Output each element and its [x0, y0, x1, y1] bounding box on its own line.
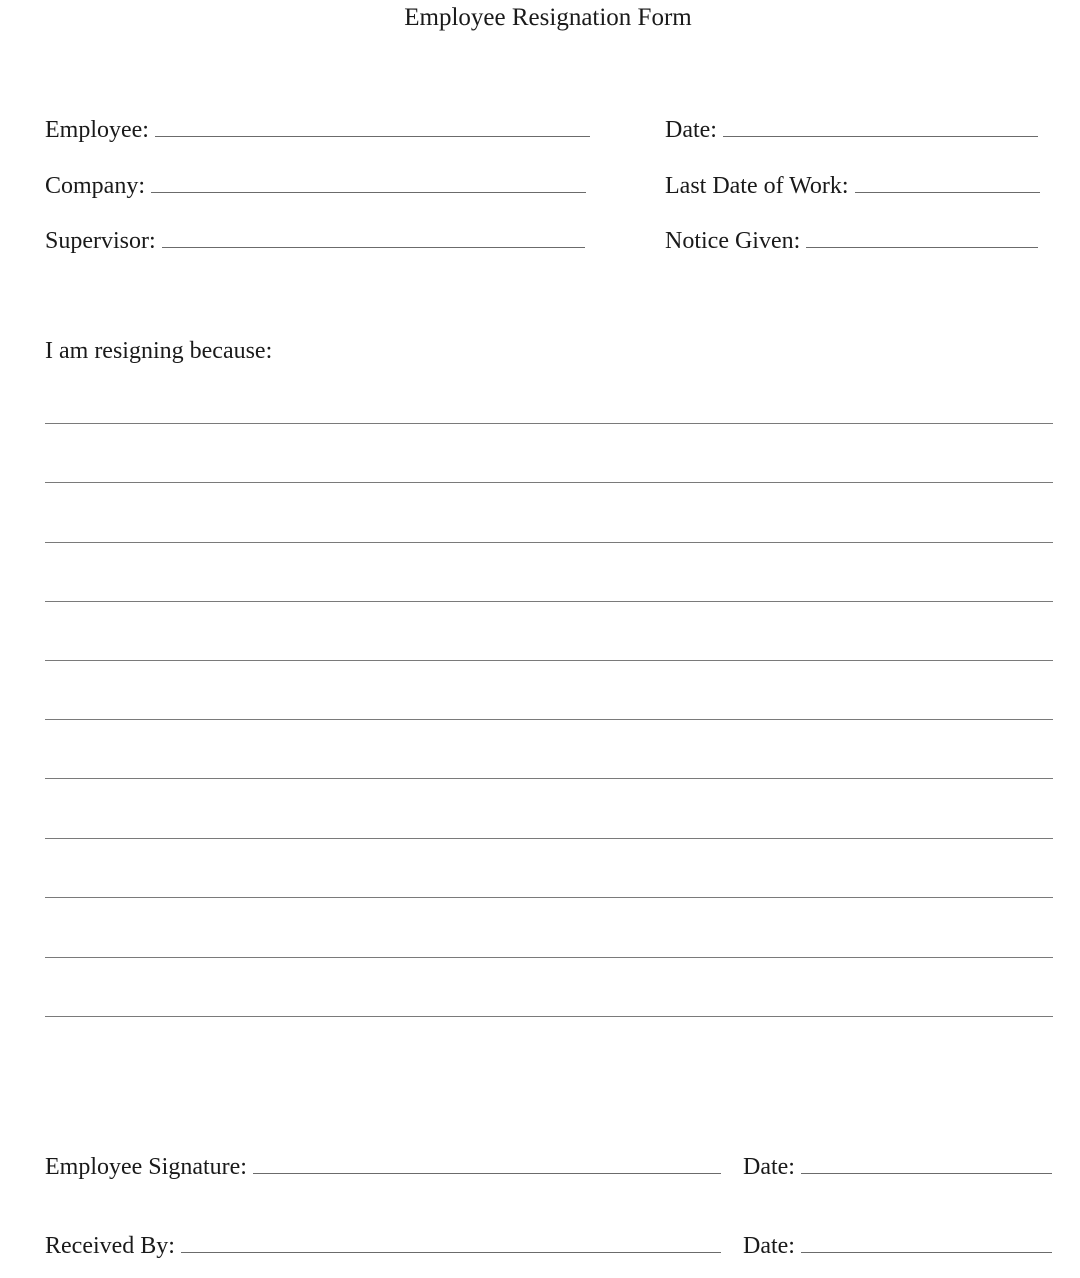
supervisor-field [45, 225, 585, 256]
last-date-of-work-field [665, 170, 1040, 201]
reason-label: I am resigning because: [45, 338, 273, 364]
date-label: Date: [665, 117, 717, 143]
reason-line[interactable] [45, 957, 1053, 958]
reason-line[interactable] [45, 601, 1053, 602]
page-title: Employee Resignation Form [404, 4, 692, 31]
employee-signature-label: Employee Signature: [45, 1154, 247, 1180]
employee-input-line[interactable] [155, 114, 590, 137]
company-label: Company: [45, 173, 145, 199]
received-by-date-field [743, 1230, 1052, 1261]
company-input-line[interactable] [151, 170, 586, 193]
reason-line[interactable] [45, 660, 1053, 661]
reason-line[interactable] [45, 423, 1053, 424]
supervisor-label: Supervisor: [45, 228, 156, 254]
employee-label: Employee: [45, 117, 149, 143]
employee-signature-date-field [743, 1151, 1052, 1182]
reason-line[interactable] [45, 1016, 1053, 1017]
notice-given-field [665, 225, 1038, 256]
reason-line[interactable] [45, 838, 1053, 839]
notice-given-input-line[interactable] [806, 225, 1038, 248]
company-field [45, 170, 586, 201]
last-date-of-work-label: Last Date of Work: [665, 173, 849, 199]
received-by-date-input-line[interactable] [801, 1230, 1052, 1253]
reason-line[interactable] [45, 719, 1053, 720]
employee-signature-input-line[interactable] [253, 1151, 721, 1174]
supervisor-input-line[interactable] [162, 225, 585, 248]
employee-signature-field [45, 1151, 721, 1182]
reason-line[interactable] [45, 778, 1053, 779]
employee-field [45, 114, 590, 145]
received-by-label: Received By: [45, 1233, 175, 1259]
notice-given-label: Notice Given: [665, 228, 801, 254]
last-date-of-work-input-line[interactable] [855, 170, 1040, 193]
employee-signature-date-input-line[interactable] [801, 1151, 1052, 1174]
employee-signature-date-label: Date: [743, 1154, 795, 1180]
received-by-date-label: Date: [743, 1233, 795, 1259]
reason-line[interactable] [45, 897, 1053, 898]
reason-line[interactable] [45, 542, 1053, 543]
date-field [665, 114, 1038, 145]
received-by-input-line[interactable] [181, 1230, 721, 1253]
date-input-line[interactable] [723, 114, 1038, 137]
reason-line[interactable] [45, 482, 1053, 483]
received-by-field [45, 1230, 721, 1261]
